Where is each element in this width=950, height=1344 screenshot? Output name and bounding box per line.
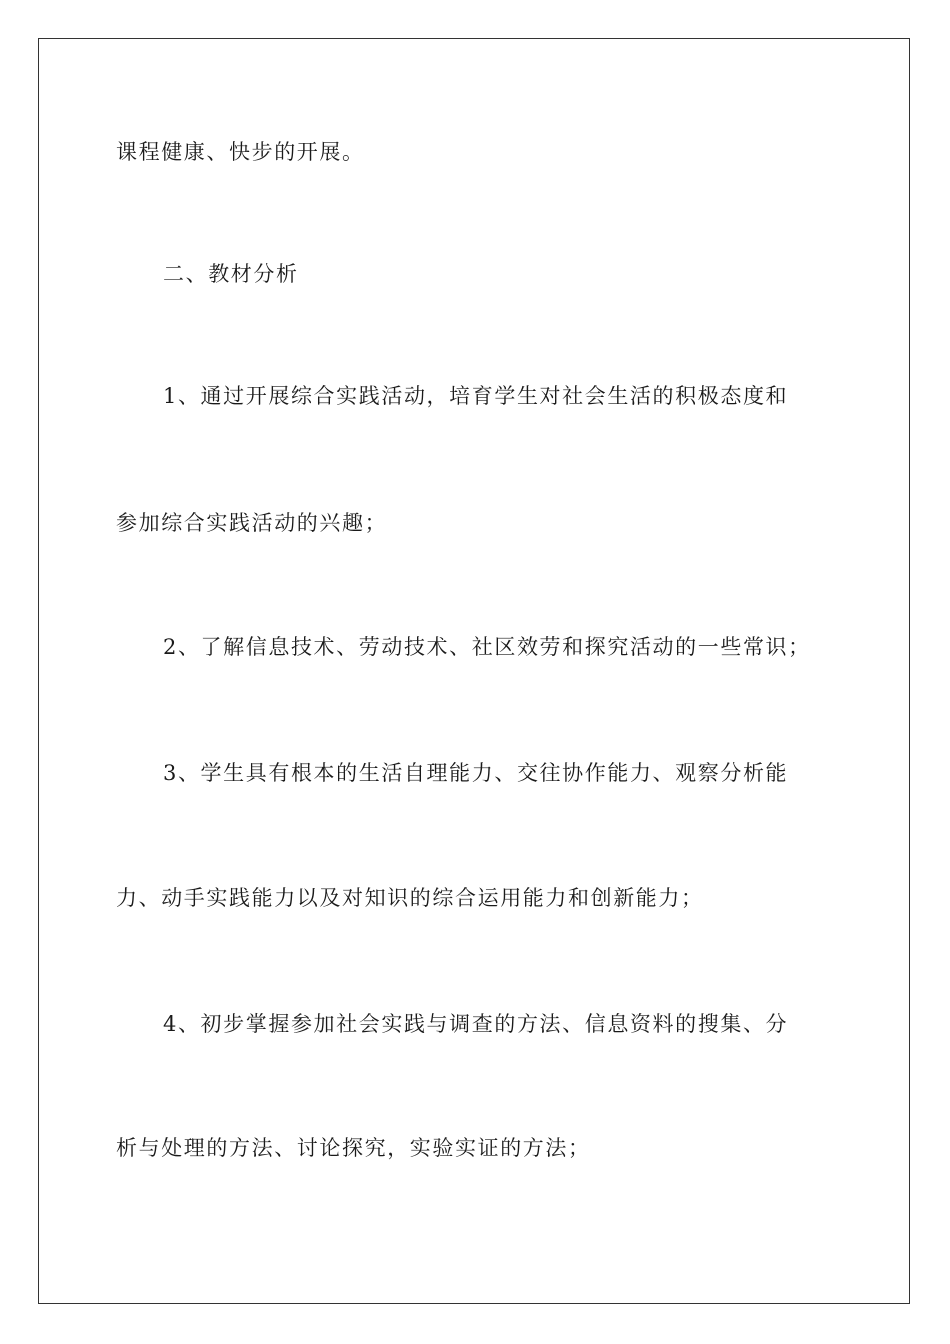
text-line-continuation: 课程健康、快步的开展。: [116, 140, 365, 164]
item-3-line-1: 3、学生具有根本的生活自理能力、交往协作能力、观察分析能: [163, 761, 789, 785]
item-4-line-2: 析与处理的方法、讨论探究，实验实证的方法；: [116, 1136, 591, 1160]
item-4-line-1: 4、初步掌握参加社会实践与调查的方法、信息资料的搜集、分: [163, 1012, 789, 1036]
item-3-line-2: 力、动手实践能力以及对知识的综合运用能力和创新能力；: [116, 886, 704, 910]
section-heading: 二、教材分析: [163, 262, 299, 286]
item-1-line-1: 1、通过开展综合实践活动，培育学生对社会生活的积极态度和: [163, 384, 789, 408]
item-2-line-1: 2、了解信息技术、劳动技术、社区效劳和探究活动的一些常识；: [163, 635, 811, 659]
item-1-line-2: 参加综合实践活动的兴趣；: [116, 511, 388, 535]
page-border: [38, 38, 910, 1304]
